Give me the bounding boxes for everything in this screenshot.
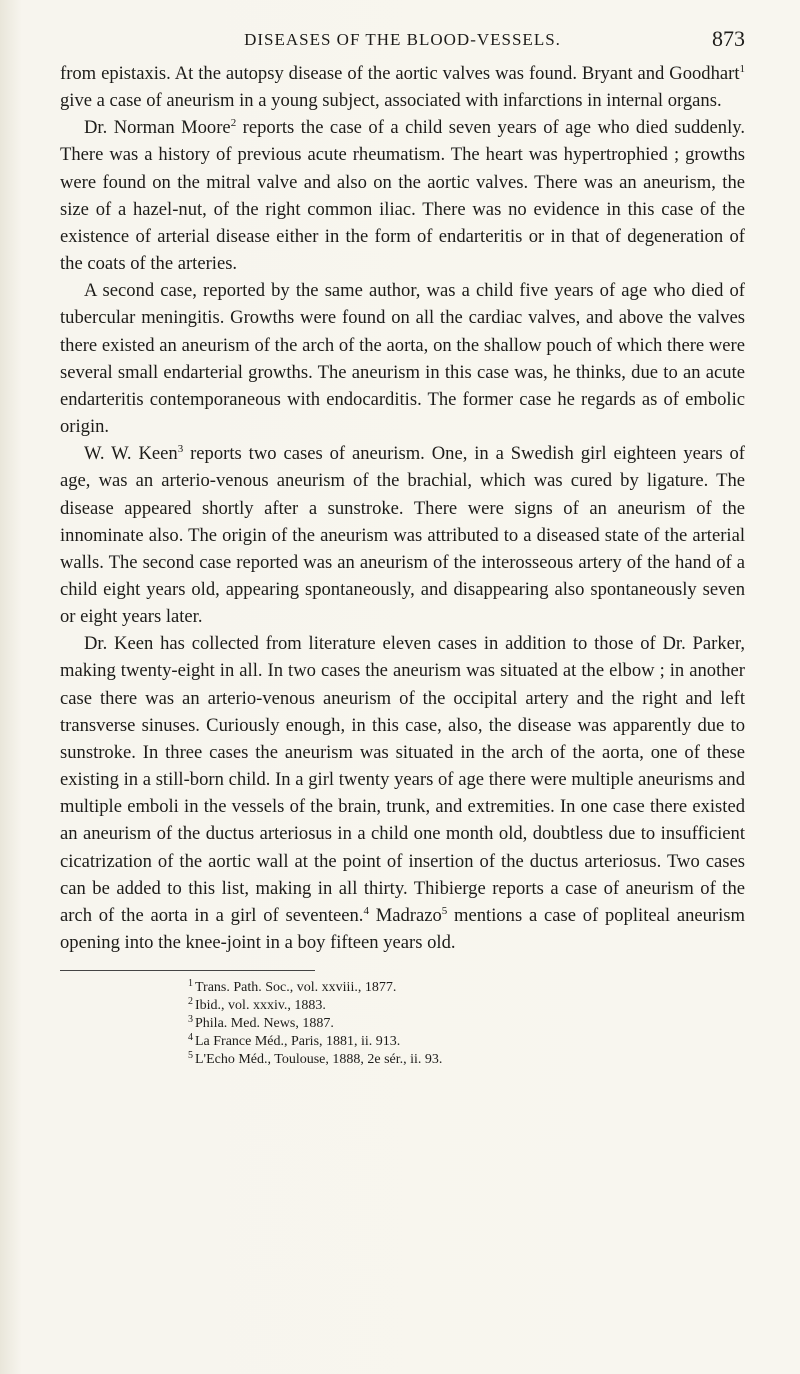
footnotes xyxy=(60,979,745,1069)
paragraph xyxy=(60,440,745,630)
page-header xyxy=(60,26,745,60)
text-run: Dr. Keen has collected from literature eleven cases in addition to those of Dr. Parker, making twenty-eight in all. In two cases the aneurism was situated at the elbow ; in another case there was an arterio-venous aneurism of the occipital artery and the right and left transverse sinuses. Curiously enough, in this case, also, the disease was apparently due to sunstroke. In three cases the aneurism was situated in the arch of the aorta, one of these existing in a still-born child. In a girl twenty years of age there were multiple aneurisms and multiple emboli in the vessels of the brain, trunk, and extremities. In one case there existed an aneurism of the ductus arteriosus in a child one month old, doubtless due to insufficient cicatrization of the aortic wall at the point of insertion of the ductus arteriosus. Two cases can be added to this list, making in all thirty. Thibierge reports a case of aneurism of the arch of the aorta in a girl of seventeen. xyxy=(60,633,745,926)
page-number: 873 xyxy=(712,26,745,51)
footnote-mark: 2 xyxy=(188,995,193,1007)
footnote-reference: 4 xyxy=(363,904,369,917)
text-run: reports the case of a child seven years of age who died suddenly. There was a history of previous acute rheumatism. The heart was hypertrophied ; growths were found on the mitral valve and also on the aortic valves. There was an aneurism, the size of a hazel-nut, of the right common iliac. There was no evidence in this case of the existence of arterial disease either in the form of endarteritis or in that of degeneration of the coats of the arteries. xyxy=(60,117,745,275)
footnote-text: La France Méd., Paris, 1881, ii. 913. xyxy=(195,1034,401,1050)
body-text xyxy=(60,60,745,956)
footnote-mark: 4 xyxy=(188,1031,193,1043)
text-run: Dr. Norman Moore xyxy=(84,117,231,139)
text-run: W. W. Keen xyxy=(84,443,178,465)
paragraph xyxy=(60,114,745,277)
footnote-text: Phila. Med. News, 1887. xyxy=(195,1016,334,1032)
footnote xyxy=(188,1015,745,1033)
text-run: mentions a case of popliteal aneurism opening into the knee-joint in a boy fifteen years old. xyxy=(60,904,745,953)
footnote-rule xyxy=(60,970,315,971)
footnote-text: Ibid., vol. xxxiv., 1883. xyxy=(195,998,326,1014)
footnote-reference: 5 xyxy=(441,904,448,917)
footnote-reference: 1 xyxy=(739,62,745,75)
text-run: Madrazo xyxy=(368,904,442,926)
footnote-mark: 3 xyxy=(188,1013,193,1025)
text-run: from epistaxis. At the autopsy disease of the aortic valves was found. Bryant and Goodhart xyxy=(60,63,740,84)
text-run: give a case of aneurism in a young subject, associated with infarctions in internal organs. xyxy=(60,90,722,112)
footnote xyxy=(188,997,745,1015)
paragraph xyxy=(60,277,745,440)
paragraph xyxy=(60,60,745,114)
footnote-text: L'Echo Méd., Toulouse, 1888, 2e sér., ii. 93. xyxy=(195,1052,443,1068)
footnote-text: Trans. Path. Soc., vol. xxviii., 1877. xyxy=(195,980,397,996)
footnote-mark: 1 xyxy=(188,977,193,989)
footnote-reference: 2 xyxy=(230,117,237,130)
text-run: reports two cases of aneurism. One, in a Swedish girl eighteen years of age, was an arterio-venous aneurism of the brachial, which was cured by ligature. The disease appeared shortly after a sunstroke. There were signs of an aneurism of the innominate also. The origin of the aneurism was attributed to a diseased state of the arterial walls. The second case reported was an aneurism of the interosseous artery of the hand of a child eight years old, appearing spontaneously, and disappearing also spontaneously seven or eight years later. xyxy=(60,443,745,628)
running-title: DISEASES OF THE BLOOD-VESSELS. xyxy=(244,30,561,49)
footnote-reference: 3 xyxy=(177,443,184,455)
text-run: A second case, reported by the same author, was a child five years of age who died of tubercular meningitis. Growths were found on all the cardiac valves, and above the valves there existed an aneurism of the arch of the aorta, on the shallow pouch of which there were several small endarterial growths. The aneurism in this case was, he thinks, due to an acute endarteritis contemporaneous with endocarditis. The former case he regards as of embolic origin. xyxy=(60,280,745,438)
footnote-mark: 5 xyxy=(188,1049,193,1061)
footnote xyxy=(188,979,745,997)
footnote xyxy=(188,1033,745,1051)
paragraph xyxy=(60,630,745,956)
footnote xyxy=(188,1051,745,1069)
